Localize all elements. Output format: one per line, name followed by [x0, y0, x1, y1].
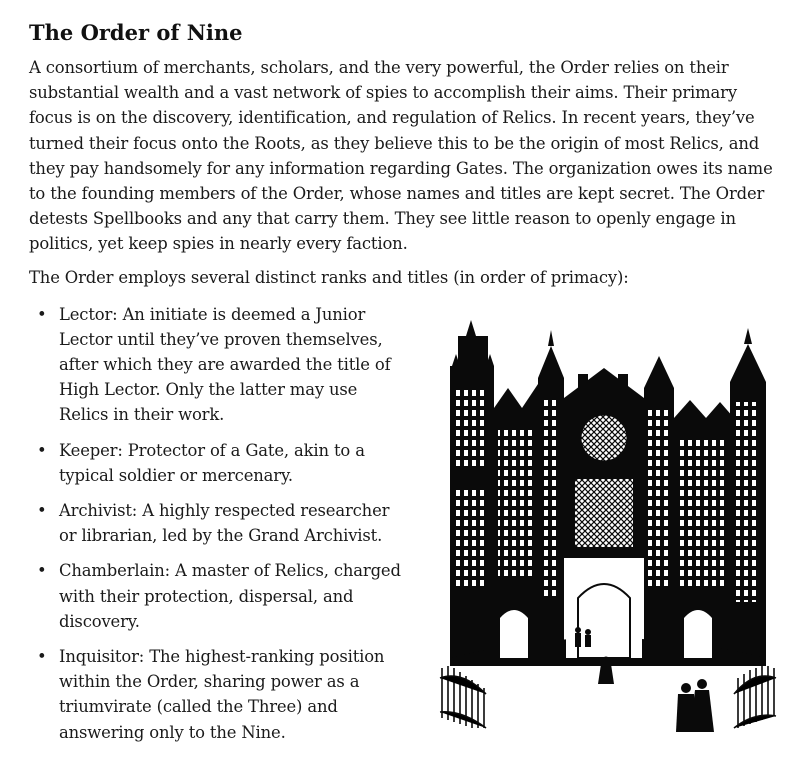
bullet-icon: • — [37, 304, 47, 324]
ranks-intro-paragraph: The Order employs several distinct ranks and titles (in order of primacy): — [29, 267, 629, 287]
gothic-cathedral-silhouette-icon — [438, 318, 778, 738]
rank-text: Chamberlain: A master of Relics, charged with their protection, dispersal, and discovery. — [59, 561, 401, 631]
page-title: The Order of Nine — [29, 20, 243, 45]
rank-text: Archivist: A highly respected researcher or librarian, led by the Grand Archivist. — [59, 501, 390, 546]
intro-paragraph: A consortium of merchants, scholars, and the very powerful, the Order relies on their substantial wealth and a vast network of spies to accomplish their aims. Their primary focus is on the discovery, identification, and regulation of Relics. In recent years, they’ve turned their focus onto the Roots, as they believe this to be the origin of most Relics, and they pay handsomely for any information regarding Gates. The organization owes its name to the founding members of the Order, whose names and titles are kept secret. The Order detests Spellbooks and any that carry them. They see little reason to openly engage in politics, yet keep spies in nearly every faction. — [29, 58, 773, 254]
bullet-icon: • — [37, 501, 47, 521]
ranks-list — [29, 302, 409, 745]
rank-text: Lector: An initiate is deemed a Junior Lector until they’ve proven themselves, after which they are awarded the title of High Lector. Only the latter may use Relics in their work. — [59, 304, 391, 425]
rank-text: Keeper: Protector of a Gate, akin to a typical soldier or mercenary. — [59, 440, 365, 485]
list-item — [29, 498, 409, 548]
list-item — [29, 302, 409, 428]
list-item — [29, 558, 409, 634]
list-item — [29, 438, 409, 488]
bullet-icon: • — [37, 647, 47, 667]
bullet-icon: • — [37, 440, 47, 460]
list-item — [29, 644, 409, 745]
rank-text: Inquisitor: The highest-ranking position within the Order, sharing power as a triumvirate (called the Three) and answering only to the Nine. — [59, 647, 385, 742]
bullet-icon: • — [37, 561, 47, 581]
